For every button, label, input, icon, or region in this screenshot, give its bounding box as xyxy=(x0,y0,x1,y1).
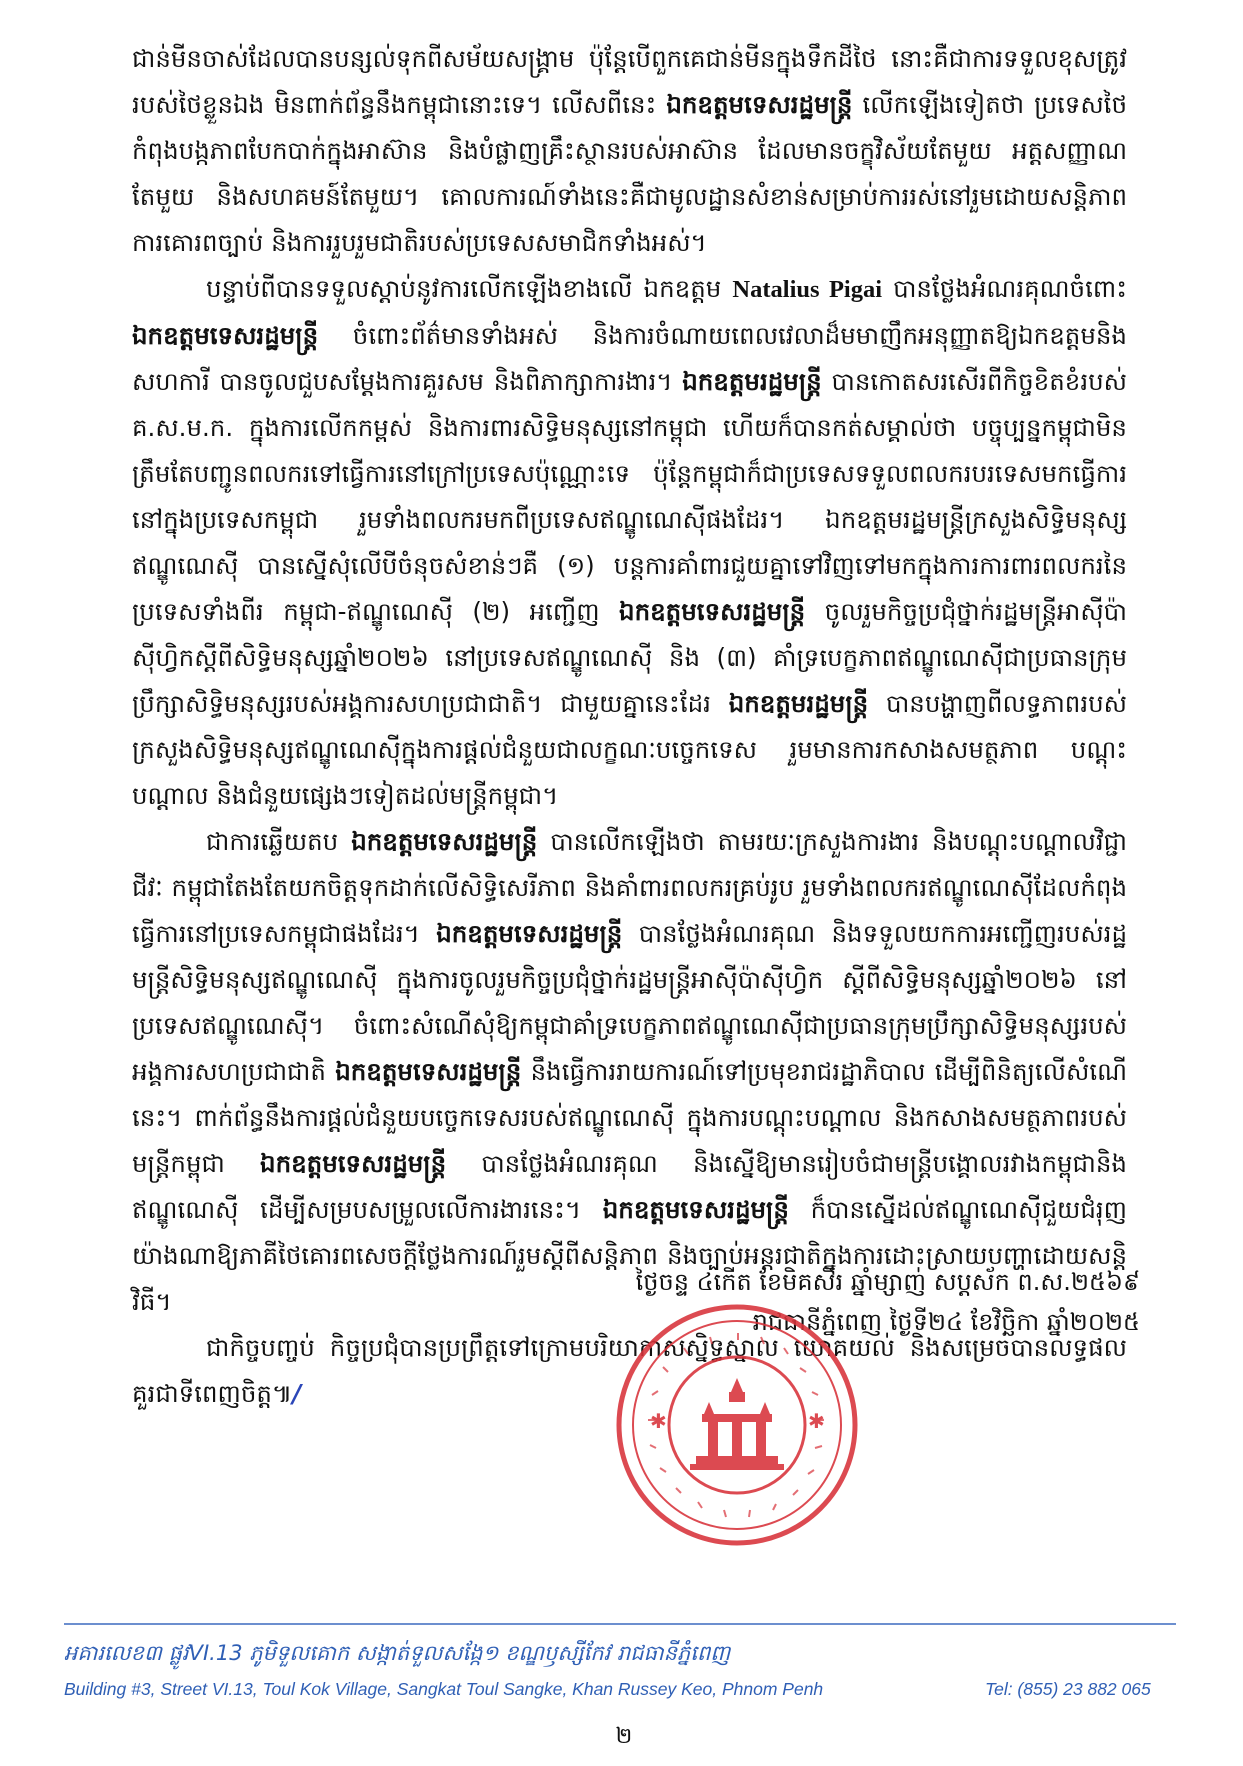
official-title: ឯកឧត្តមទេសរដ្ឋមន្ត្រី xyxy=(602,1195,789,1224)
official-title: ឯកឧត្តមរដ្ឋមន្ត្រី xyxy=(682,367,822,396)
footer-address-english: Building #3, Street VI.13, Toul Kok Village, Sangkat Toul Sangke, Khan Russey Keo, Phnom Penh xyxy=(64,1679,824,1699)
official-title: ឯកឧត្តមរដ្ឋមន្ត្រី xyxy=(728,689,869,718)
official-seal-icon xyxy=(612,1300,862,1550)
page-number: ២ xyxy=(615,1724,633,1749)
paragraph-3: ជាការឆ្លើយតប ឯកឧត្តមទេសរដ្ឋមន្ត្រី បានលើកឡើងថា តាមរយៈក្រសួងការងារ និងបណ្តុះបណ្តាលវិជ្ជាជីវៈ កម្ពុជាតែងតែយកចិត្តទុកដាក់លើសិទ្ធិសេរីភាព និងគាំពារពលករគ្រប់រូប រួមទាំងពលករឥណ្ឌូណេស៊ីដែលកំពុងធ្វើការនៅប្រទេសកម្ពុជាផងដែរ។ ឯកឧត្តមទេសរដ្ឋមន្ត្រី បានថ្លែងអំណរគុណ និងទទួលយកការអញ្ជើញរបស់រដ្ឋមន្ត្រីសិទ្ធិមនុស្សឥណ្ឌូណេស៊ី ក្នុងការចូលរួមកិច្ចប្រជុំថ្នាក់រដ្ឋមន្ត្រីអាស៊ីប៉ាស៊ីហ្វិក ស្តីពីសិទ្ធិមនុស្សឆ្នាំ២០២៦ នៅប្រទេសឥណ្ឌូណេស៊ី។ ចំពោះសំណើសុំឱ្យកម្ពុជាគាំទ្របេក្ខភាពឥណ្ឌូណេស៊ីជាប្រធានក្រុមប្រឹក្សាសិទ្ធិមនុស្សរបស់អង្គការសហប្រជាជាតិ ឯកឧត្តមទេសរដ្ឋមន្ត្រី នឹងធ្វើការរាយការណ៍ទៅប្រមុខរាជរដ្ឋាភិបាល ដើម្បីពិនិត្យលើសំណើនេះ។ ពាក់ព័ន្ធនឹងការផ្តល់ជំនួយបច្ចេកទេសរបស់ឥណ្ឌូណេស៊ី ក្នុងការបណ្តុះបណ្តាល និងកសាងសមត្ថភាពរបស់មន្ត្រីកម្ពុជា ឯកឧត្តមទេសរដ្ឋមន្ត្រី បានថ្លែងអំណរគុណ និងស្នើឱ្យមានរៀបចំជាមន្ត្រីបង្គោលរវាងកម្ពុជានិងឥណ្ឌូណេស៊ី ដើម្បីសម្របសម្រួលលើការងារនេះ។ ឯកឧត្តមទេសរដ្ឋមន្ត្រី ក៏បានស្នើដល់ឥណ្ឌូណេស៊ីជួយជំរុញយ៉ាងណាឱ្យភាគីថៃគោរពសេចក្តីថ្លែងការណ៍រួមស្តីពីសន្តិភាព និងច្បាប់អន្តរជាតិក្នុងការដោះស្រាយបញ្ហាដោយសន្តិវិធី។ xyxy=(132,827,1127,1316)
svg-text:✱: ✱ xyxy=(650,1409,667,1433)
letter-body xyxy=(132,36,1127,1417)
official-title: ឯកឧត្តមទេសរដ្ឋមន្ត្រី xyxy=(335,1057,522,1086)
official-title: ឯកឧត្តមទេសរដ្ឋមន្ត្រី xyxy=(619,597,806,626)
footer-telephone: Tel: (855) 23 882 065 xyxy=(985,1679,1151,1699)
official-title: ឯកឧត្តមទេសរដ្ឋមន្ត្រី xyxy=(666,90,853,119)
official-title: ឯកឧត្តមទេសរដ្ឋមន្ត្រី xyxy=(436,919,623,948)
handwritten-mark: / xyxy=(292,1379,302,1408)
svg-text:✱: ✱ xyxy=(808,1409,825,1433)
solar-date: រាជធានីភ្នំពេញ ថ្ងៃទី២៤ ខែវិច្ឆិកា ឆ្នាំ២០២៥ xyxy=(752,1308,1140,1336)
footer-address-khmer: អគារលេខ៣ ផ្លូវVI.13 ភូមិទួលគោក សង្កាត់ទួលសង្កែ១ ខណ្ឌឫស្សីកែវ រាជធានីភ្នំពេញ xyxy=(64,1641,731,1665)
official-title: ឯកឧត្តមទេសរដ្ឋមន្ត្រី xyxy=(132,321,319,350)
official-title: ឯកឧត្តមទេសរដ្ឋមន្ត្រី xyxy=(260,1149,447,1178)
paragraph-4: ជាកិច្ចបញ្ចប់ កិច្ចប្រជុំបានប្រព្រឹត្តទៅក្រោមបរិយាកាសស្និទ្ធស្នាល យោគយល់ និងសម្រេចបានលទ្ធផលគួរជាទីពេញចិត្ត៕/ xyxy=(132,1333,1127,1408)
paragraph-2: បន្ទាប់ពីបានទទួលស្តាប់នូវការលើកឡើងខាងលើ ឯកឧត្តម Natalius Pigai បានថ្លែងអំណរគុណចំពោះ ឯកឧត្តមទេសរដ្ឋមន្ត្រី ចំពោះព័ត៌មានទាំងអស់ និងការចំណាយពេលវេលាដ៏មមាញឹកអនុញ្ញាតឱ្យឯកឧត្តមនិងសហការី បានចូលជួបសម្តែងការគួរសម និងពិភាក្សាការងារ។ ឯកឧត្តមរដ្ឋមន្ត្រី បានកោតសរសើរពីកិច្ចខិតខំរបស់ គ.ស.ម.ក. ក្នុងការលើកកម្ពស់ និងការពារសិទ្ធិមនុស្សនៅកម្ពុជា ហើយក៏បានកត់សម្គាល់ថា បច្ចុប្បន្នកម្ពុជាមិនត្រឹមតែបញ្ជូនពលករទៅធ្វើការនៅក្រៅប្រទេសប៉ុណ្ណោះទេ ប៉ុន្តែកម្ពុជាក៏ជាប្រទេសទទួលពលករបរទេសមកធ្វើការនៅក្នុងប្រទេសកម្ពុជា រួមទាំងពលករមកពីប្រទេសឥណ្ឌូណេស៊ីផងដែរ។ ឯកឧត្តមរដ្ឋមន្ត្រីក្រសួងសិទ្ធិមនុស្សឥណ្ឌូណេស៊ី បានស្នើសុំលើបីចំនុចសំខាន់ៗគឺ (១) បន្តការគាំពារជួយគ្នាទៅវិញទៅមកក្នុងការការពារពលករនៃប្រទេសទាំងពីរ កម្ពុជា-ឥណ្ឌូណេស៊ី (២) អញ្ជើញ ឯកឧត្តមទេសរដ្ឋមន្ត្រី ចូលរួមកិច្ចប្រជុំថ្នាក់រដ្ឋមន្ត្រីអាស៊ីប៉ាស៊ីហ្វិកស្តីពីសិទ្ធិមនុស្សឆ្នាំ២០២៦ នៅប្រទេសឥណ្ឌូណេស៊ី និង (៣) គាំទ្របេក្ខភាពឥណ្ឌូណេស៊ីជាប្រធានក្រុមប្រឹក្សាសិទ្ធិមនុស្សរបស់អង្គការសហប្រជាជាតិ។ ជាមួយគ្នានេះដែរ ឯកឧត្តមរដ្ឋមន្ត្រី បានបង្ហាញពីលទ្ធភាពរបស់ក្រសួងសិទ្ធិមនុស្សឥណ្ឌូណេស៊ីក្នុងការផ្តល់ជំនួយជាលក្ខណៈបច្ចេកទេស រួមមានការកសាងសមត្ថភាព បណ្តុះបណ្តាល និងជំនួយផ្សេងៗទៀតដល់មន្ត្រីកម្ពុជា។ xyxy=(132,274,1127,810)
guest-name: Natalius Pigai xyxy=(732,276,883,303)
paragraph-1: ជាន់មីនចាស់ដែលបានបន្សល់ទុកពីសម័យសង្គ្រាម ប៉ុន្តែបើពួកគេជាន់មីនក្នុងទឹកដីថៃ នោះគឺជាការទទួលខុសត្រូវរបស់ថៃខ្លួនឯង មិនពាក់ព័ន្ធនឹងកម្ពុជានោះទេ។ លើសពីនេះ ឯកឧត្តមទេសរដ្ឋមន្ត្រី លើកឡើងទៀតថា ប្រទេសថៃកំពុងបង្កភាពបែកបាក់ក្នុងអាស៊ាន និងបំផ្លាញគ្រឹះស្ថានរបស់អាស៊ាន ដែលមានចក្ខុវិស័យតែមួយ អត្តសញ្ញាណតែមួយ និងសហគមន៍តែមួយ។ គោលការណ៍ទាំងនេះគឺជាមូលដ្ឋានសំខាន់សម្រាប់ការរស់នៅរួមដោយសន្តិភាព ការគោរពច្បាប់ និងការរួបរួមជាតិរបស់ប្រទេសសមាជិកទាំងអស់។ xyxy=(132,44,1127,257)
footer-divider xyxy=(64,1623,1176,1625)
lunar-date: ថ្ងៃចន្ទ ៤កើត ខែមិគសិរ ឆ្នាំម្សាញ់ សប្តស័ក ព.ស.២៥៦៩ xyxy=(635,1268,1140,1296)
official-title: ឯកឧត្តមទេសរដ្ឋមន្ត្រី xyxy=(351,827,538,856)
